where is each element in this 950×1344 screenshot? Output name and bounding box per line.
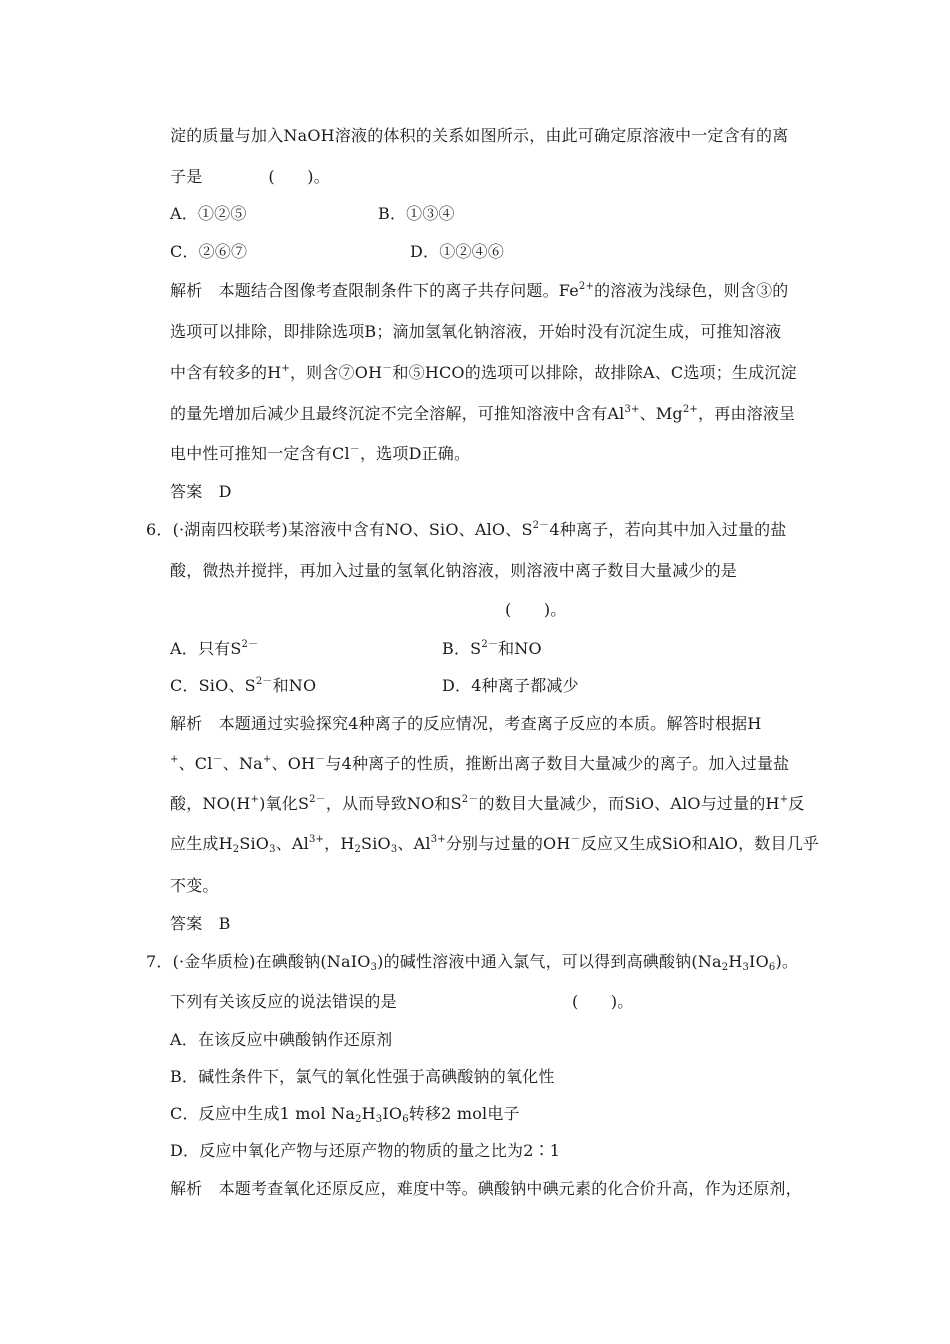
q7-option-c: C．反应中生成1 mol $Na_2H_3IO_6$转移2 mol电子	[170, 1104, 520, 1125]
q7-option-a: A．在该反应中碘酸钠作还原剂	[170, 1030, 393, 1049]
q5-option-d: D．①②④⑥	[410, 242, 505, 261]
q6-analysis-line-3: 酸，NO(H+)氧化$S^{2-}$，从而导致NO和$S^{2-}$的数目大量减少，而SiO、AlO与过量的H+反	[170, 794, 805, 813]
intro-line-2: 子是 ( )。	[170, 167, 330, 186]
q5-analysis-line-3: 中含有较多的H+，则含⑦OH－和⑤HCO的选项可以排除，故排除A、C选项；生成沉淀	[170, 363, 797, 382]
q7-stem-line-1: 7．(·金华质检)在碘酸钠(NaIO$_3$)的碱性溶液中通入氯气，可以得到高碘酸钠$(Na_2H_3IO_6)$。	[146, 952, 799, 973]
q7-option-b: B．碱性条件下，氯气的氧化性强于高碘酸钠的氧化性	[170, 1067, 555, 1086]
q5-option-a: A．①②⑤	[170, 204, 247, 223]
q5-analysis-line-1: 解析 本题结合图像考查限制条件下的离子共存问题。$Fe^{2+}$的溶液为浅绿色，则含③的	[170, 281, 789, 300]
q6-analysis-line-1: 解析 本题通过实验探究4种离子的反应情况，考查离子反应的本质。解答时根据H	[170, 714, 762, 733]
q5-option-b: B．①③④	[378, 204, 455, 223]
q6-option-a: A．只有$S^{2-}$	[170, 639, 259, 658]
q5-option-c: C．②⑥⑦	[170, 242, 248, 261]
q6-answer: 答案 B	[170, 914, 231, 933]
q6-analysis-line-5: 不变。	[170, 876, 219, 895]
q6-option-d: D．4种离子都减少	[442, 676, 579, 695]
intro-line-1: 淀的质量与加入NaOH溶液的体积的关系如图所示，由此可确定原溶液中一定含有的离	[170, 126, 789, 145]
q6-analysis-line-4: 应生成$H_2SiO_3$、$Al^{3+}$，$H_2SiO_3$、$Al^{3+}$分别与过量的OH－反应又生成SiO和AlO，数目几乎	[170, 834, 820, 855]
q5-analysis-line-2: 选项可以排除，即排除选项B；滴加氢氧化钠溶液，开始时没有沉淀生成，可推知溶液	[170, 322, 782, 341]
q6-stem-line-1: 6．(·湖南四校联考)某溶液中含有NO、SiO、AlO、$S^{2-}4$种离子，若向其中加入过量的盐	[146, 520, 787, 539]
q6-stem-line-2: 酸，微热并搅拌，再加入过量的氢氧化钠溶液，则溶液中离子数目大量减少的是	[170, 561, 738, 580]
q5-analysis-line-5: 电中性可推知一定含有Cl－，选项D正确。	[170, 444, 471, 463]
q5-analysis-line-4: 的量先增加后减少且最终沉淀不完全溶解，可推知溶液中含有$Al^{3+}$、$Mg^{2+}$，再由溶液呈	[170, 404, 796, 423]
q7-stem-line-2: 下列有关该反应的说法错误的是	[170, 992, 397, 1011]
q7-option-d: D．反应中氧化产物与还原产物的物质的量之比为2∶1	[170, 1141, 561, 1160]
q7-analysis-line-1: 解析 本题考查氧化还原反应，难度中等。碘酸钠中碘元素的化合价升高，作为还原剂，	[170, 1179, 802, 1198]
answer-paren: ( )。	[268, 167, 330, 186]
q6-answer-paren: ( )。	[505, 600, 567, 619]
q7-answer-paren: ( )。	[572, 992, 634, 1011]
q5-answer: 答案 D	[170, 482, 232, 501]
q6-option-c: C．SiO、$S^{2-}$和NO	[170, 676, 317, 695]
q6-option-b: B．$S^{2-}$和NO	[442, 639, 542, 658]
q6-analysis-line-2: +、Cl－、Na+、OH－与4种离子的性质，推断出离子数目大量减少的离子。加入过量盐	[170, 754, 790, 773]
